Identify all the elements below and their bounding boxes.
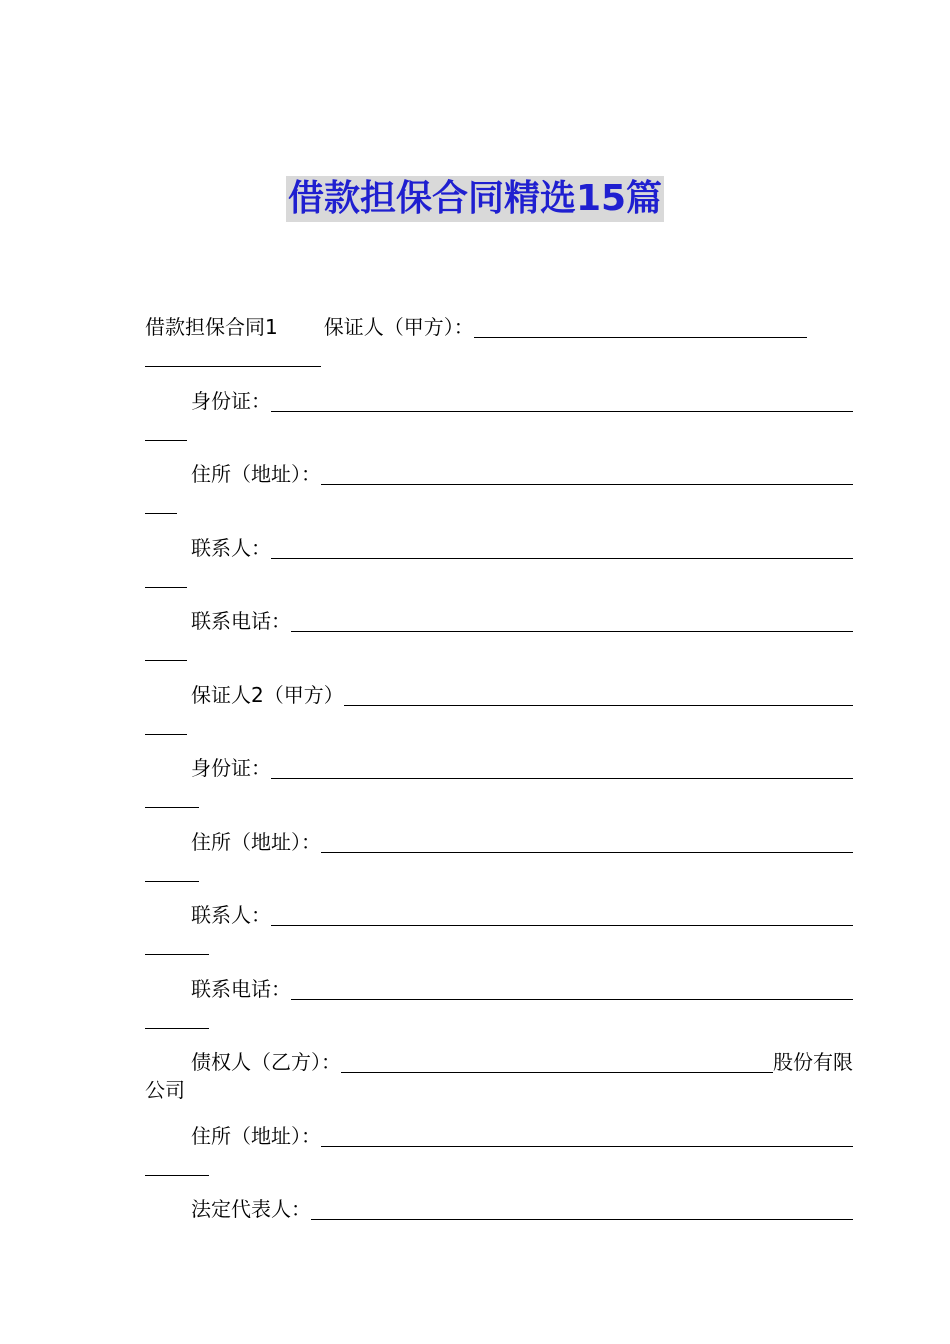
blank-line[interactable]: [321, 1146, 853, 1147]
field-row: [145, 668, 807, 742]
blank-line[interactable]: [311, 1219, 853, 1220]
blank-line-continued[interactable]: [145, 807, 199, 808]
document-title: 借款担保合同精选15篇: [286, 176, 664, 222]
field-label: 联系电话：: [191, 609, 291, 633]
blank-line[interactable]: [271, 778, 853, 779]
blank-line[interactable]: [344, 705, 853, 706]
field-suffix-continued: 公司: [145, 1078, 185, 1102]
blank-line-continued[interactable]: [145, 660, 187, 661]
field-row: [145, 447, 807, 521]
blank-line[interactable]: [321, 852, 853, 853]
field-label: 身份证：: [191, 756, 271, 780]
field-label: 身份证：: [191, 388, 271, 413]
field-label: 住所（地址）：: [191, 1123, 321, 1148]
document-title-wrap: [0, 176, 950, 222]
blank-line[interactable]: [474, 337, 807, 338]
blank-line-continued[interactable]: [145, 366, 321, 367]
blank-line-continued[interactable]: [145, 1175, 209, 1176]
field-row: [145, 1182, 807, 1256]
blank-line-continued[interactable]: [145, 513, 177, 514]
blank-line-continued[interactable]: [145, 954, 209, 955]
field-label: 法定代表人：: [191, 1197, 311, 1221]
blank-line[interactable]: [291, 999, 853, 1000]
field-row: [145, 1035, 853, 1109]
blank-line-continued[interactable]: [145, 587, 187, 588]
field-row: [145, 300, 807, 374]
blank-line[interactable]: [321, 484, 853, 485]
field-label: 保证人2（甲方）: [191, 682, 344, 707]
field-row: [145, 888, 807, 962]
field-row: [145, 1109, 807, 1183]
document-body: [145, 300, 853, 1256]
field-suffix: 股份有限: [773, 1050, 853, 1074]
contract-heading: 借款担保合同1: [145, 315, 278, 339]
field-row: [145, 741, 807, 815]
field-label: 联系人：: [191, 903, 271, 927]
blank-line-continued[interactable]: [145, 734, 187, 735]
field-label: 住所（地址）：: [191, 829, 321, 854]
blank-line[interactable]: [341, 1072, 773, 1073]
blank-line[interactable]: [271, 558, 853, 559]
field-row: [145, 374, 807, 448]
blank-line[interactable]: [271, 925, 853, 926]
field-row: [145, 521, 807, 595]
blank-line-continued[interactable]: [145, 1028, 209, 1029]
blank-line[interactable]: [271, 411, 853, 412]
field-label: 保证人（甲方）：: [323, 315, 474, 339]
blank-line-continued[interactable]: [145, 440, 187, 441]
field-label: 住所（地址）：: [191, 462, 321, 486]
blank-line-continued[interactable]: [145, 881, 199, 882]
field-label: 债权人（乙方）：: [191, 1050, 341, 1074]
field-row: [145, 594, 807, 668]
field-row: [145, 962, 807, 1036]
field-label: 联系电话：: [191, 976, 291, 1001]
blank-line[interactable]: [291, 631, 853, 632]
field-label: 联系人：: [191, 535, 271, 560]
field-row: [145, 815, 807, 889]
